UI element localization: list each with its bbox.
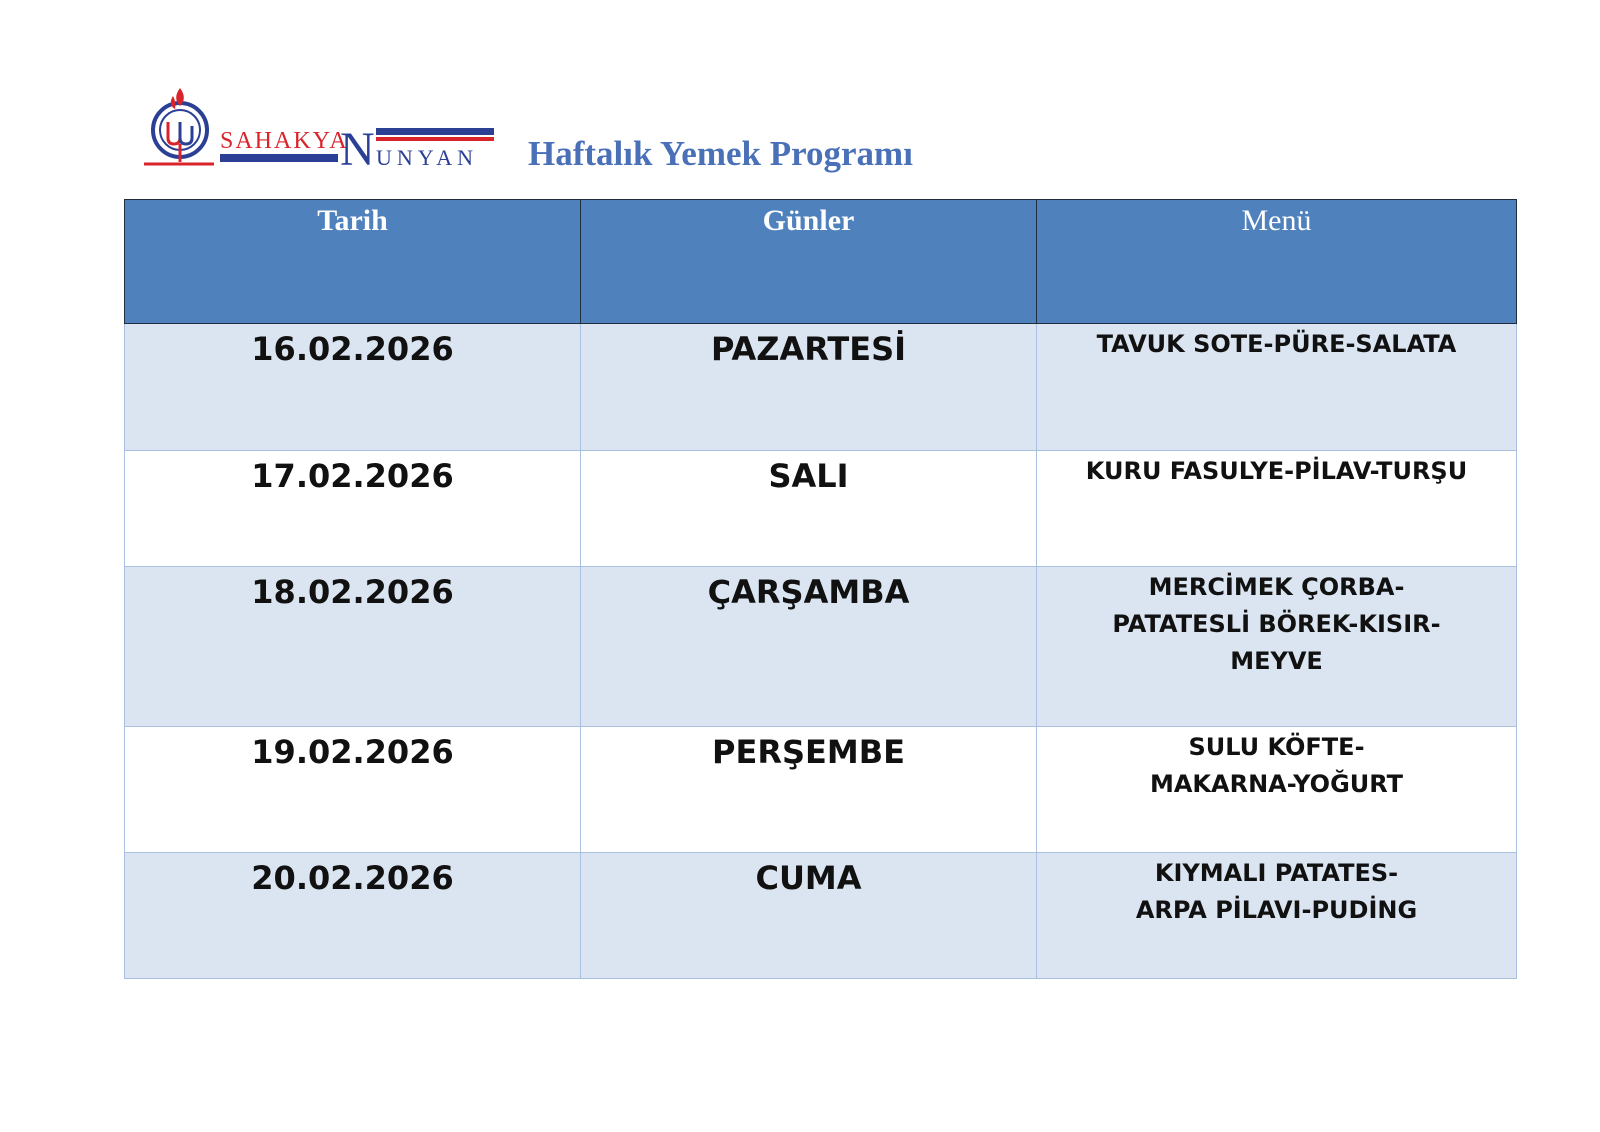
menu-line: ARPA PİLAVI-PUDİNG bbox=[1135, 896, 1418, 924]
table-header-row bbox=[125, 200, 1517, 324]
date-cell: 18.02.2026 bbox=[125, 567, 581, 727]
table-row bbox=[125, 853, 1517, 979]
page-title: Haftalık Yemek Programı bbox=[528, 134, 913, 173]
table-row bbox=[125, 451, 1517, 567]
day-cell: PAZARTESİ bbox=[581, 324, 1037, 451]
column-header-menu: Menü bbox=[1037, 200, 1517, 324]
menu-line: KURU FASULYE-PİLAV-TURŞU bbox=[1085, 457, 1468, 485]
table-row bbox=[125, 727, 1517, 853]
menu-line: PATATESLİ BÖREK-KISIR- bbox=[1112, 610, 1441, 638]
table-row bbox=[125, 324, 1517, 451]
day-cell: PERŞEMBE bbox=[581, 727, 1037, 853]
menu-cell bbox=[1037, 324, 1517, 451]
date-cell: 17.02.2026 bbox=[125, 451, 581, 567]
day-cell: SALI bbox=[581, 451, 1037, 567]
logo-text-bottom: UNYAN bbox=[376, 145, 478, 170]
logo-text-big: N bbox=[340, 123, 375, 176]
menu-line: MERCİMEK ÇORBA- bbox=[1148, 573, 1405, 601]
date-cell: 16.02.2026 bbox=[125, 324, 581, 451]
menu-cell bbox=[1037, 567, 1517, 727]
menu-line: MAKARNA-YOĞURT bbox=[1149, 770, 1404, 798]
column-header-date: Tarih bbox=[125, 200, 581, 324]
weekly-menu-table bbox=[124, 199, 1517, 979]
sahakyan-nunyan-logo bbox=[140, 82, 510, 177]
menu-line: SULU KÖFTE- bbox=[1188, 733, 1365, 761]
menu-line: MEYVE bbox=[1230, 647, 1323, 675]
day-cell: ÇARŞAMBA bbox=[581, 567, 1037, 727]
menu-line: TAVUK SOTE-PÜRE-SALATA bbox=[1096, 330, 1457, 358]
date-cell: 20.02.2026 bbox=[125, 853, 581, 979]
table-row bbox=[125, 567, 1517, 727]
column-header-days: Günler bbox=[581, 200, 1037, 324]
menu-cell bbox=[1037, 451, 1517, 567]
menu-cell bbox=[1037, 853, 1517, 979]
day-cell: CUMA bbox=[581, 853, 1037, 979]
menu-line: KIYMALI PATATES- bbox=[1154, 859, 1399, 887]
date-cell: 19.02.2026 bbox=[125, 727, 581, 853]
menu-cell bbox=[1037, 727, 1517, 853]
page-header bbox=[140, 82, 1040, 182]
logo-text-top: SAHAKYA bbox=[220, 128, 349, 154]
